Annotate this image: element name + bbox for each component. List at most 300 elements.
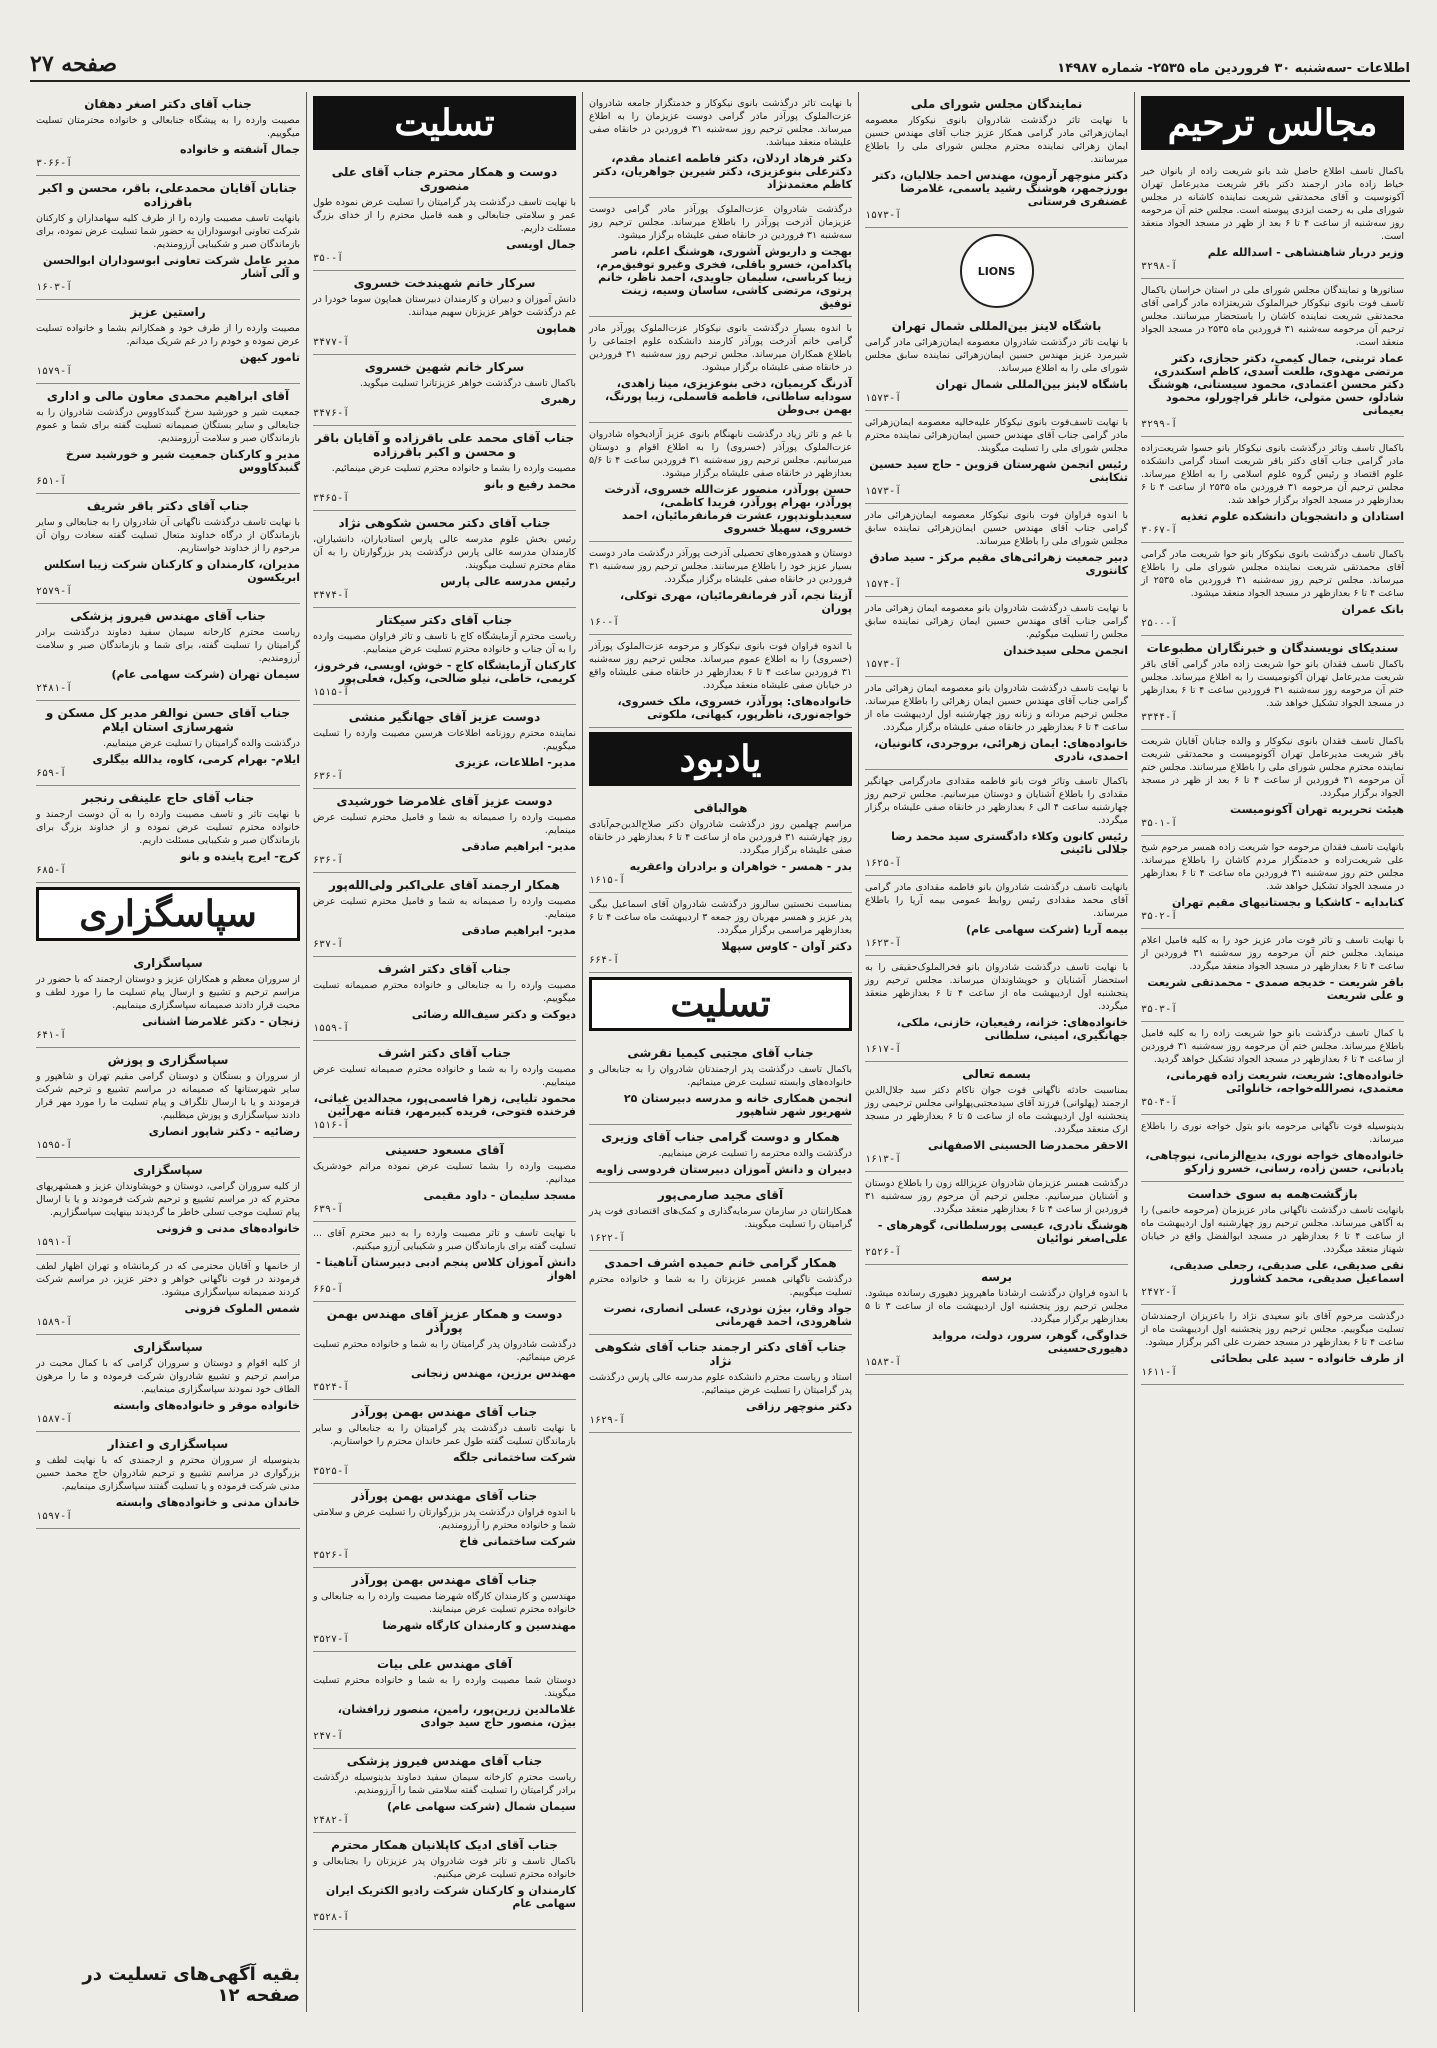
notice-signature: شرکت ساختمانی جلگه [453, 1451, 576, 1464]
notice-title: جناب آقای مهندس بهمن پورآذر [351, 1405, 538, 1419]
notice-signature: کارمندان و کارکنان شرکت رادیو الکتریک ایران سهامی عام [325, 1884, 576, 1910]
notice-signature: وزیر دربار شاهنشاهی - اسدالله علم [1207, 246, 1404, 259]
notice-block [589, 423, 852, 542]
notice-code: آ-۶۳۶ [313, 771, 344, 782]
notice-title: همکار و دوست گرامی جناب آقای وزیری [601, 1130, 840, 1144]
notice-code: آ-۲۴۸۱ [36, 683, 73, 694]
notices-list [865, 92, 1128, 1375]
notice-body: سناتورها و نمایندگان مجلس شورای ملی در استان خراسان باکمال تاسف فوت بانوی نیکوکار خیرالملوک شریعتزاده مادر گرامی آقای محمدتقی شریعت نماینده کاشان را باستحضار میرسانند. مجلس ترحیم آن مرحومه سه‌شنبه ۳۱ فروردین ماه ۲۵۳۵ در مسجد الجواد منعقد است. [1141, 285, 1404, 348]
notice-signature: جمال اویسی [506, 238, 576, 251]
notices-list [589, 92, 852, 1433]
notice-code: آ-۱۶۲۵ [865, 858, 902, 869]
notice-block [865, 876, 1128, 956]
notice-signature: آذرنگ کریمیان، دخی بنوعزیزی، مینا زاهدی، سودابه ساطانی، فاطمه قاسملی، زیبا پورنگ، بهمن بی‌وطن [604, 377, 852, 416]
notice-title: جناب آقای دکتر سیکتار [376, 613, 513, 627]
notice-code: آ-۶۳۹ [313, 1204, 344, 1215]
notice-body: با اندوه بسیار درگذشت بانوی نیکوکار عزت‌الملوک پورآذر مادر گرامی خانم آذرخت پورآذر کارمند دانشکده علوم اجتماعی را باطلاع همکاران میرساند. مجلس ترحیم روز سه‌شنبه ۳۱ فروردین در خانقاه صفی علیشاه برگزار میشود. [589, 323, 852, 373]
notice-code: آ-۳۵۲۵ [313, 1466, 350, 1477]
notice-title: جناب آقای مهندس بهمن پورآذر [351, 1489, 538, 1503]
notice-block [865, 314, 1128, 411]
notice-title: جنابان آقایان محمدعلی، باقر، محسن و اکبر باقرزاده [39, 181, 297, 209]
notice-body: مصیبت وارده را بشما و خانواده محترم تسلیت عرض مینمائیم. [331, 463, 576, 474]
notice-block [865, 597, 1128, 677]
notice-body: با اندوه فراوان فوت بانوی نیکوکار معصومه ایمان‌زهرائی مادر گرامی جناب آقای مهندس حسین ایمان‌زهرائی نماینده سابق مجلس شورای ملی را باطلاع میرساند. [865, 510, 1128, 547]
notice-signature: دبیر جمعیت زهرائی‌های مقیم مرکز - سید صادق کانتوری [869, 551, 1128, 577]
notice-title: جناب آقای دکتر محسن شکوهی نژاد [338, 516, 551, 530]
notice-body: دوستان و همدوره‌های تحصیلی آذرخت پورآذر درگذشت مادر دوست بسیار عزیز خود را باطلاع میرسانند. مجلس ترحیم روز سه‌شنبه ۳۱ فروردین در خانقاه صفی علیشاه برگزار میگردد. [589, 548, 852, 585]
notices-list [1141, 160, 1404, 1385]
notice-title: جناب آقای حسن نوالفر مدیر کل مسکن و شهرسازی استان ایلام [45, 706, 291, 734]
notice-title: راستین عزیز [130, 305, 206, 319]
notice-block [36, 92, 300, 176]
notice-code: آ-۲۵۲۶ [865, 1247, 902, 1258]
notice-body: دانش آموزان و دبیران و کارمندان دبیرستان هماپون سوما خودرا در غم درگذشت خواهر عزیزتان سهیم میدانند. [313, 294, 576, 318]
notice-signature: خانواده‌های: شریعت، شریعت زاده قهرمانی، معتمدی، نصرالله‌خواجه، خانلوائی [1166, 1069, 1404, 1095]
notice-body: درگذشت والده گرامیتان را تسلیت عرض مینماییم. [102, 738, 300, 749]
notice-body: از خانمها و آقایان محترمی که در کرمانشاه و تهران اظهار لطف فرمودند در فوت ناگهانی خواهر و دختر عزیز، در مراسم شرکت کردند صمیمانه سپاسگزاری میشود. [36, 1261, 300, 1298]
notice-body: مصیبت وارده را به پیشگاه جنابعالی و خانواده محترمتان تسلیت میگوییم. [36, 115, 300, 139]
notice-signature: غلامالدین زرین‌پور، رامین، منصور زرافشان، بیژن، منصور حاج سید جوادی [337, 1703, 576, 1729]
notice-block [313, 355, 576, 426]
notice-body: از کلیه اقوام و دوستان و سروران گرامی که با کمال محبت در مراسم ترحیم و تشییع شادروان شرکت فرموده و ما را مرهون الطاف خود نمودند سپاسگزاری مینماییم. [36, 1358, 300, 1395]
notice-body: مراسم چهلمین روز درگذشت شادروان دکتر صلاح‌الدین‌جم‌آبادی روز چهارشنبه ۳۱ فروردین ماه از ساعت ۴ تا ۶ بعدازظهر در خانقاه صفی علیشاه برگزار میگردد. [589, 819, 853, 856]
notice-title: جناب آقای مهندس فیروز پزشکی [70, 609, 266, 623]
notice-code: آ-۱۶۱۱ [1141, 1367, 1178, 1378]
notice-block [313, 957, 576, 1041]
notice-block [865, 504, 1128, 597]
notice-block [1141, 543, 1404, 636]
notice-body: بانهایت تاسف درگذشت شادروان بانو فاطمه مقدادی مادر گرامی آقای محمد مقدادی رئیس روابط عمومی بیمه آریا را باطلاع میرساند. [865, 882, 1128, 919]
notice-body: درگذشت شادروان پدر گرامیتان را به شما و خانواده محترم تسلیت عرض مینمائیم. [313, 1339, 576, 1363]
notice-body: درگذشت مرحوم آقای بانو سعیدی نژاد را باعزیزان ارجمندشان تسلیت میگوییم. مجلس ترحیم روز پنجشنبه اول اردیبهشت ماه از ساعت ۴ تا ۶ بعدازظهر در مسجد حضرت علی اکبر برگزار میشود. [1141, 1311, 1404, 1348]
notice-block [589, 1125, 852, 1183]
notice-body: جمعیت شیر و خورشید سرخ گنبدکاووس درگذشت شادروان را به جنابعالی و سایر بستگان صمیمانه تسلیت گفته برای شما و عموم بازماندگان صبر و سلامت آرزومندیم. [36, 407, 300, 444]
notice-code: آ-۱۵۷۳ [865, 659, 902, 670]
notice-signature: مدیر- ابراهیم صادقی [461, 840, 576, 853]
notice-code: آ-۱۵۷۹ [36, 366, 73, 377]
notice-title: سپاسگزاری و پوزش [107, 1053, 229, 1067]
notice-signature: دکتر فرهاد اردلان، دکتر فاطمه اعتماد مقدم، دکترعلی بنوعزیزی، دکتر شیرین جواهریان، دکتر کاظم معتمدنژاد [593, 152, 852, 191]
notice-body: باکمال تاسف و تاثر فوت شادروان پدر عزیزتان را بجنابعالی و خانواده محترم تسلیت عرض میکنیم. [313, 1856, 576, 1880]
notice-body: باکمال تاسف درگذشت خواهر عزیزتانرا تسلیت میگوید. [359, 378, 576, 389]
notice-body: باکمال تاسف وتاثر فوت بانو فاطمه مقدادی مادرگرامی جهانگیر مقدادی را باطلاع آشنایان و دوستان میرسانیم. مجلس ترحیم روز چهارشنبه ساعت ۴ الی ۶ بعدازظهر در خانقاه صفی علیشاه برگزار میگردد. [865, 776, 1128, 826]
notice-body: باکمال تاسف اطلاع حاصل شد بانو شریعت زاده از بانوان خیر خیاط زاده مادر ارجمند دکتر باقر شریعت مدیرعامل تهران آکونوسیت و آقای محمدتقی شریعت نماینده کاشانه در مجلس شورای ملی به رحمت ایزدی پیوسته است. مجلس ختم آن مرحومه روز سه‌شنبه از ساعت ۴ تا ۶ بعد از ظهر در مسجد الجواد منعقد است. [1141, 166, 1404, 242]
notice-block [313, 1568, 576, 1652]
notice-title: سپاسگزاری و اعتذار [107, 1437, 229, 1451]
notice-signature: خانواده‌های: ایمان زهرائی، بروجردی، کانونیان، احمدی، نادری [874, 737, 1128, 763]
notice-signature: انجمن همکاری خانه و مدرسه دبیرستان ۲۵ شهریور شهر شاهپور [623, 1092, 852, 1118]
notice-block [313, 1749, 576, 1833]
notice-body: باکمال تاسف وتاثر درگذشت بانوی نیکوکار بانو حسوا شریعت‌زاده مادر گرامی جناب آقای دکتر باقر شریعت استاد گرامی دانشکده علوم اقتصاد و رئیس گروه علوم اسلامی را به اطلاع میرساند. مجلس ترحیم آن مرحومه ۳۱ فروردین ماه ۲۵۳۵ از ساعت ۴ تا ۶ بعدازظهر در مسجد الجواد برگزار خواهد شد. [1141, 443, 1405, 506]
notice-body: بمناسبت حادثه ناگهانی فوت جوان ناکام دکتر سید جلال‌الدین ارجمند (پهلوانی) فرزند آقای سیدمجتبی‌پهلوانی مجلس ترحیمی روز پنجشنبه اول اردیبهشت ماه از ساعت ۵ تا ۶ بعدازظهر در مسجد ارک منعقد میگردد. [865, 1085, 1129, 1135]
masthead [30, 44, 1410, 82]
notice-block [589, 542, 852, 635]
notice-code: آ-۱۶۱۳ [865, 1154, 902, 1165]
notice-title: همکار ارجمند آقای علی‌اکبر ولی‌الله‌پور [328, 878, 561, 892]
notice-block [313, 271, 576, 355]
notice-signature: رئیس انجمن شهرستان قزوین - حاج سید حسین تنکابنی [869, 458, 1128, 484]
notice-code: آ-۶۶۵ [313, 1284, 344, 1295]
notice-block [36, 951, 300, 1048]
notice-block [589, 1335, 852, 1433]
notice-title: سپاسگزاری [133, 956, 203, 970]
notice-title: سرکار خانم شهین خسروی [364, 360, 525, 374]
notice-block [313, 1222, 576, 1302]
notice-code: آ-۳۵۰۴ [1141, 1097, 1178, 1108]
notice-signature: خانواده‌های مدنی و فزونی [156, 1222, 300, 1235]
notice-signature: خانواده موقر و خانواده‌های وابسته [113, 1399, 300, 1412]
notice-body: بدینوسیله از سروران محترم و ارجمندی که با نهایت لطف و بزرگواری در مراسم تشییع و ترحیم شادروان حاج محمد حسین مدنی شرکت فرموده و یا تسلیت گفتند سپاسگزاری مینماییم. [36, 1455, 300, 1492]
notice-block [36, 1048, 300, 1158]
notice-signature: دکتر آوان - کاوس سپهلا [721, 940, 852, 953]
notice-signature: دبیران و دانش آموزان دبیرستان فردوسی زاویه [595, 1163, 852, 1176]
notice-block [1141, 1115, 1404, 1182]
notice-code: آ-۱۵۸۷ [36, 1414, 73, 1425]
notice-body: دوستان شما مصیبت وارده را به شما و خانواده محترم تسلیت میگویند. [313, 1675, 576, 1699]
notice-block [589, 92, 852, 198]
notice-body: مصیبت وارده را صمیمانه به شما و فامیل محترم تسلیت عرض مینمایم. [313, 896, 576, 920]
notice-block [1141, 160, 1404, 279]
notice-body: با نهایت تاسف و تاثر مصیبت وارده را به دبیر محترم آقای ... تسلیت گفته برای بازماندگان صبر و شکیبایی آرزو میکنیم. [313, 1228, 576, 1252]
notice-block [865, 956, 1128, 1062]
notice-block [36, 701, 300, 786]
notice-signature: زنجان - دکتر غلامرضا اشنانی [142, 1015, 300, 1028]
notice-signature: هیئت تحریریه تهران آکونومیست [1229, 803, 1404, 816]
notice-block [36, 1335, 300, 1432]
notices-list [313, 160, 576, 1930]
notice-signature: جواد وقار، بیژن نوذری، عسلی انصاری، نصرت شاهرودی، احمد قهرمانی [603, 1302, 852, 1328]
notice-code: آ-۶۳۷ [313, 939, 344, 950]
notice-code: آ-۳۰۶۷ [1141, 525, 1178, 536]
notice-block [865, 1265, 1128, 1375]
notice-code: آ-۲۴۷ [313, 1731, 344, 1742]
notice-block [313, 1138, 576, 1222]
notice-title: دوست عزیز آقای غلامرضا خورشیدی [336, 794, 553, 808]
notice-title: جناب آقای دکتر باقر شریف [86, 499, 250, 513]
notice-code: آ-۱۵۷۴ [865, 579, 902, 590]
notice-title: جناب آقای دکتر ارجمند جناب آقای شکوهی نژاد [594, 1340, 847, 1368]
notice-body: مصیبت وارده را صمیمانه به شما و فامیل محترم تسلیت عرض مینمایم. [313, 812, 576, 836]
notice-title: آقای مسعود حسینی [385, 1143, 504, 1157]
notice-signature: جمال آشفته و خانواده [180, 143, 300, 156]
notice-block [313, 608, 576, 705]
notice-signature: خاندان مدنی و خانواده‌های وابسته [115, 1496, 300, 1509]
notice-body: با نهایت تاسف درگذشت ناگهانی آن شادروان را به جنابعالی و سایر بازماندگان از درگاه خداوند متعال تسلیت گفته سعادت روان آن مرحوم را از خداوند خواستاریم. [36, 517, 300, 554]
notice-body: با نهایت تاثر و تاسف مصیبت وارده را به آن دوست ارجمند و خانواده محترم تسلیت عرض نموده و از خداوند بزرگ برای بازماندگان صبر و شکیبایی مسئلت داریم. [36, 809, 300, 846]
notice-code: آ-۱۵۹۷ [36, 1511, 73, 1522]
continued-note: بقیه آگهی‌های تسلیت در صفحه ۱۲ [82, 1964, 300, 2006]
notice-block [36, 1255, 300, 1335]
notice-code: آ-۱۵۵۹ [313, 1023, 350, 1034]
notice-block [313, 705, 576, 789]
notice-title: جناب آقای محمد علی باقرزاده و آقایان باقر و محسن و اکبر باقرزاده [314, 431, 575, 459]
notice-signature: محمود تلیایی، زهرا قاسمی‌پور، مجدالدین غیاثی، فرخنده فتوحی، فریده کبیرمهر، فتانه مهرآئین [313, 1092, 576, 1118]
notice-signature: از طرف خانواده - سید علی بطحائی [1210, 1352, 1404, 1365]
column-4 [858, 92, 1134, 2012]
notice-body: با اندوه فراوان فوت بانوی نیکوکار و مرحومه عزت‌الملوک پورآذر (خسروی) را به اطلاع عموم میرساند. مجلس ترحیم روز سه‌شنبه ۳۱ فروردین ساعت ۴ تا ۶ بعدازظهر در خانقاه صفی علیشاه واقع در خیابان صفی علیشاه منعقد میگردد. [589, 641, 852, 691]
notice-block [865, 1172, 1128, 1265]
notice-title: جناب آقای مهندس فیروز پزشکی [346, 1754, 543, 1768]
notice-signature: الاحقر محمدرضا الحسینی الاصفهانی [928, 1139, 1128, 1152]
notice-code: آ-۱۵۱۵ [313, 687, 350, 698]
notice-code: آ-۳۲۹۹ [1141, 419, 1178, 430]
notice-code: آ-۳۵۰۲ [1141, 911, 1178, 922]
issue-line: اطلاعات -سه‌شنبه ۳۰ فروردین ماه ۲۵۳۵- شماره ۱۴۹۸۷ [1057, 61, 1410, 76]
notice-signature: سیمان تهران (شرکت سهامی عام) [111, 668, 300, 681]
notice-title: بسمه تعالی [962, 1067, 1031, 1081]
notice-block [313, 1484, 576, 1568]
notice-block [313, 789, 576, 873]
notice-block [313, 1400, 576, 1484]
notice-block [313, 1833, 576, 1930]
notice-block [36, 300, 300, 384]
notice-signature: باقر شریعت - خدیجه صمدی - محمدتقی شریعت و علی شریعت [1147, 976, 1404, 1002]
notice-signature: مهندسین و کارمندان کارگاه شهرضا [382, 1619, 576, 1632]
notice-title: دوست عزیز آقای جهانگیر منشی [348, 710, 541, 724]
notice-code: آ-۱۵۹۵ [36, 1140, 73, 1151]
notice-code: آ-۳۵۰۱ [1141, 818, 1178, 829]
notice-signature: رضائیه - دکتر شاپور انصاری [148, 1125, 300, 1138]
notice-body: با نهایت تاسف درگذشت پدر گرامیتان را به جنابعالی و سایر بازماندگان تسلیت گفته طول عمر خاندان محترم را خواستاریم. [313, 1423, 576, 1447]
notice-block [865, 411, 1128, 504]
notice-signature: دیوکت و دکتر سیف‌الله رضائی [411, 1008, 576, 1021]
notice-title: آقای ابراهیم محمدی معاون مالی و اداری [46, 389, 290, 403]
notice-title: جناب آقای حاج علینقی رنجبر [81, 791, 255, 805]
notice-signature: استادان و دانشجویان دانشکده علوم تغذیه [1180, 510, 1404, 523]
notice-title: دوست و همکار عزیز آقای مهندس بهمن پورآذر [326, 1307, 563, 1335]
notice-code: آ-۱۶۱۵ [589, 875, 626, 886]
notice-code: آ-۳۴۶۵ [313, 493, 350, 504]
notice-signature: رئیس مدرسه عالی پارس [440, 575, 576, 588]
notice-signature: حسن پورآذر، منصور عزت‌الله خسروی، آذرخت پورآذر، بهرام پورآذر، فریدا کاظمی، سعیدبلوندپور، عشرت فرمانفرمائیان، احمد خسروی، سهیلا خسروی [604, 483, 852, 535]
notice-code: آ-۳۵۲۶ [313, 1550, 350, 1561]
notice-body: با نهایت تاسف درگذشت شادروان بانو معصومه ایمان زهرائی مادر گرامی جناب آقای مهندس حسین ایمان زهرائی نماینده سابق مجلس را تسلیت میگوئیم. [865, 603, 1128, 640]
notice-signature: کتابدایه - کاشکیا و بجستانیهای مقیم تهران [1171, 896, 1404, 909]
notice-code: آ-۶۶۴ [589, 955, 620, 966]
notice-block [36, 384, 300, 494]
notice-code: آ-۳۵۲۷ [313, 1634, 350, 1645]
notice-body: بانهایت تاسف درگذشت ناگهانی مادر عزیزمان (مرحومه خانمی) را به آگاهی میرساند. مجلس ترحیم روز چهارشنبه اول اردیبهشت ماه از ساعت ۴ تا ۶ بعدازظهر در مسجد ابوالفضل واقع در خیابان شهناز منعقد میگردد. [1141, 1205, 1404, 1255]
notice-block [36, 1432, 300, 1529]
notice-block [1141, 1305, 1404, 1385]
notice-signature: مدیر- اطلاعات، عزیزی [454, 756, 576, 769]
notice-body: با نهایت تاثر درگذشت بانوی نیکوکار و خدمتگزار جامعه شادروان عزت‌الملوک پورآذر مادر گرامی دوست عزیزمان را به اطلاع میرساند. مجلس ترحیم روز سه‌شنبه ۳۱ فروردین در خانقاه صفی علیشاه منعقد میباشد. [589, 98, 852, 148]
notice-code: آ-۳۴۷۷ [313, 337, 350, 348]
notice-body: درگذشت شادروان عزت‌الملوک پورآذر مادر گرامی دوست عزیزمان آذرخت پورآذر را باطلاع میرساند. مجلس ترحیم روز سه‌شنبه ۳۱ فروردین در خانقاه صفی علیشاه برگزار میشود. [589, 204, 852, 241]
notice-code: آ-۶۵۱ [36, 476, 67, 487]
notice-body: باکمال تاسف درگذشت پدر ارجمندتان شادروان را به جنابعالی و خانواده‌های وابسته تسلیت عرض مینمائیم. [589, 1064, 852, 1088]
notice-body: باکمال تاسف درگذشت بانوی نیکوکار بانو حوا شریعت مادر گرامی آقای محمدتقی شریعت نماینده مجلس شورای ملی را باطلاع میرساند. مجلس ترحیم روز سه‌شنبه ۳۱ فروردین ماه ۲۵۳۵ از ساعت ۴ تا ۶ بعدازظهر در مسجد الجواد منعقد میشود. [1141, 549, 1404, 599]
notice-body: با غم و تاثر زیاد درگذشت نابهنگام بانوی عزیز آزادیخواه شادروان عزت‌الملوک پورآذر (خسروی) را به اطلاع اقوام و دوستان میرسانیم. مجلس ترحیم روز سه‌شنبه ۳۱ فروردین ساعت ۴ تا ۵/۶ بعدازظهر در خانقاه صفی علیشاه برگزار میشود. [589, 429, 853, 479]
notice-signature: مدیران، کارمندان و کارکنان شرکت زیبا اسکلس ابریکسون [43, 558, 300, 584]
section-banner-tasliat-2: تسلیت [589, 977, 852, 1031]
page-number: صفحه ۲۷ [30, 51, 118, 77]
notice-body: باکمال تاسف فقدان بانو حوا شریعت زاده مادر گرامی آقای باقر شریعت مدیرعامل تهران آکونومیست را به اطلاع میرساند. مجلس ختم آن مرحومه روز سه‌شنبه ۳۱ فروردین ساعت ۴ تا ۶ بعدازظهر در مسجد الجواد تشکیل خواهد شد. [1141, 659, 1404, 709]
notice-body: رئیس بخش علوم مدرسه عالی پارس استادیاران، دانشیاران، کارمندان مدرسه عالی پارس درگذشت پدر بزرگوارتان را به آن مقام محترم تسلیت میگویند. [313, 534, 576, 571]
notice-title: همکار گرامی خانم حمیده اشرف احمدی [604, 1256, 837, 1270]
notice-signature: مدیر- ابراهیم صادقی [461, 924, 576, 937]
notice-body: ریاست محترم آزمایشگاه کاج با تاسف و تاثر فراوان مصیبت وارده را به آن جناب و خانواده محترم تسلیت عرض مینماییم. [313, 631, 576, 655]
notice-title: جناب آقای دکتر اشرف [378, 962, 511, 976]
notice-signature: انجمن محلی سیدخندان [1003, 644, 1128, 657]
notice-body: با نهایت تاسف درگذشت شادروان بانو معصومه ایمان زهرائی مادر گرامی جناب آقای مهندس حسین ایمان زهرائی را باطلاع میرساند. مجلس ترحیم مردانه و زنانه روز چهارشنبه اول اردیبهشت ماه از ساعت ۴ تا ۶ بعدازظهر در خانقاه صفی علیشاه برگزار میگردد. [865, 683, 1128, 733]
notice-body: بدینوسیله فوت ناگهانی مرحومه بانو بتول خواجه نوری را باطلاع میرساند. [1141, 1121, 1404, 1145]
notice-title: آقای مهندس علی بیات [377, 1657, 512, 1671]
notice-block [36, 604, 300, 701]
notice-body: باکمال تاسف فقدان بانوی نیکوکار و والده جنابان آقایان شریعت باقر شریعت مدیرعامل تهران آکونومیست و محمدتقی شریعت نماینده محترم مجلس شورای ملی را باطلاع میرسانند. مجلس ختم آن مرحومه ۳۱ فروردین از ساعت ۴ تا ۶ بعد از ظهر در مسجد الجواد برگزار میگردد. [1141, 736, 1405, 799]
notice-code: آ-۱۵۷۳ [865, 210, 902, 221]
notice-block [313, 1041, 576, 1138]
notice-block [589, 1183, 852, 1251]
notice-signature: نقی صدیقی، علی صدیقی، رجعلی صدیقی، اسماعیل صدیقی، محمد کشاورز [1169, 1259, 1404, 1285]
notice-body: با نهایت تاسف و تاثر فوت مادر عزیز خود را به کلیه فامیل اعلام مینماید. مجلس ختم آن مرحومه روز سه‌شنبه ۳۱ فروردین از ساعت ۴ تا ۶ بعدازظهر در مسجد الجواد منعقد میگردد. [1141, 935, 1404, 972]
lions-club-emblem: LIONS [960, 234, 1034, 308]
notices-list [36, 92, 300, 1529]
notice-block [1141, 929, 1404, 1022]
notice-signature: شمس الملوک فزونی [184, 1302, 300, 1315]
notice-code: آ-۶۸۵ [36, 865, 67, 876]
notice-block [589, 1041, 852, 1125]
notice-body: از سروران و بستگان و دوستان گرامی مقیم تهران و شاهپور و سایر شهرستانها که صمیمانه در مراسم تشییع و ترحیم شرکت فرمودند و یا با ارسال تلگراف و پیام تسلیت ما را مورد مهر قرار دادند سپاسگزاری و پوزش میطلبیم. [36, 1071, 300, 1121]
notice-block [865, 677, 1128, 770]
notice-signature: مدیر و کارکنان جمعیت شیر و خورشید سرخ گنبدکاووس [65, 448, 300, 474]
notice-signature: خانواده‌های: خزانه، رفیعیان، خازنی، ملکی، جهانگیری، امینی، سلطانی [896, 1016, 1128, 1042]
notice-body: مصیبت وارده را به جنابعالی و خانواده محترم صمیمانه تسلیت میگوییم. [313, 980, 576, 1004]
notice-code: آ-۱۵۸۳ [865, 1357, 902, 1368]
notice-block [313, 426, 576, 511]
notice-title: باشگاه لاینز بین‌المللی شمال تهران [891, 319, 1102, 333]
notice-body: بانهایت تاسف مصیبت وارده را از طرف کلیه سهامداران و کارکنان شرکت تعاونی ابوسوداران به حضور شما تسلیت عرض نموده، برای بازماندگان صبر و شکیبایی آرزومندیم. [36, 213, 300, 250]
notice-code: آ-۳۵۲۸ [313, 1912, 350, 1923]
notice-block [865, 770, 1128, 876]
notice-block [589, 796, 852, 893]
notice-body: همکارانتان در سازمان سرمایه‌گذاری و کمک‌های اقتصادی فوت پدر گرامیتان را تسلیت میگویند. [589, 1206, 852, 1230]
notice-signature: خانواده‌های: پورآذر، خسروی، ملک خسروی، خواجه‌نوری، ناظرپور، کیهانی، ملکوتی [617, 695, 852, 721]
notice-code: آ-۳۵۰۳ [1141, 1004, 1178, 1015]
notice-signature: عماد تربتی، جمال کیمی، دکتر حجازی، دکتر مرتضی مهدوی، طلعت آسدی، کاظم اسکندری، دکتر محسن اعتمادی، محمود سیستانی، هوشنگ شادلو، حسن متولی، خانلر قراچورلو، محمود بعیمانی [1148, 352, 1404, 417]
column-1 [30, 92, 306, 2012]
notice-block [1141, 1182, 1404, 1305]
notice-title: آقای مجید صارمی‌پور [657, 1188, 784, 1202]
notice-body: با نهایت تاسف درگذشت پدر گرامیتان را تسلیت عرض نموده طول عمر و سلامتی جنابعالی و همه فامیل محترم را از خدای بزرگ مسئلت داریم. [313, 197, 576, 234]
column-3 [582, 92, 858, 2012]
notice-code: آ-۲۵۷۹ [36, 586, 73, 597]
notice-code: آ-۱۶۰ [589, 617, 620, 628]
notice-body: ریاست محترم کارخانه سیمان سفید دماوند درگذشت برادر گرامیتان را تسلیت گفته، برای شما و بازماندگان صبر و سلامت آرزومندیم. [36, 627, 300, 664]
notice-body: از سروران معظم و همکاران عزیز و دوستان ارجمند که با حضور در مراسم ترحیم و تشییع و ارسال پیام تسلیت ما را مورد لطف و محبت قرار دادند صمیمانه سپاسگزاری مینماییم. [36, 974, 300, 1011]
column-5 [1134, 92, 1410, 2012]
notice-code: آ-۱۵۱۶ [313, 1120, 350, 1131]
notice-code: آ-۱۶۱۷ [865, 1044, 902, 1055]
notice-body: مهندسین و کارمندان کارگاه شهرضا مصیبت وارده را به جنابعالی و خانواده محترم تسلیت عرض مینمایند. [313, 1591, 576, 1615]
notice-signature: خانواده‌های خواجه نوری، بدیع‌الزمانی، نیوچاهی، یادبانی، حسن زاده، رسانی، خسرو زارکو [1145, 1149, 1404, 1175]
notice-body: ریاست محترم کارخانه سیمان سفید دماوند بدینوسیله درگذشت برادر گرامیتان را تسلیت گفته سلامتی شما را آرزومندیم. [313, 1772, 576, 1796]
notice-body: بمناسبت نخستین سالروز درگذشت شادروان آقای اسماعیل بیگی پدر عزیز و همسر مهربان روز جمعه ۳ اردیبهشت ماه ساعت ۴ تا ۶ بعدازظهر مراسمی برگزار میگردد. [589, 899, 852, 936]
notice-signature: مسجد سلیمان - داود مقیمی [423, 1189, 576, 1202]
notice-code: آ-۶۵۹ [36, 768, 67, 779]
notice-code: آ-۳۴۷۶ [313, 408, 350, 419]
notice-title: جناب آقای مهندس بهمن پورآذر [351, 1573, 538, 1587]
notice-block [313, 873, 576, 957]
notice-block [1141, 636, 1404, 730]
notice-body: درگذشت والده محترمه را تسلیت عرض مینماییم. [658, 1148, 852, 1159]
notice-signature: کرج- ایرج پاینده و بانو [180, 850, 300, 863]
notice-signature: رهبری [540, 393, 576, 406]
notice-signature: دانش آموزان کلاس پنجم ادبی دبیرستان آناهیتا - اهواز [316, 1256, 576, 1282]
notice-code: آ-۱۶۲۹ [589, 1415, 626, 1426]
notice-code: آ-۳۵۰ [313, 253, 344, 264]
notice-code: آ-۳۳۴۴ [1141, 712, 1178, 723]
notice-block [313, 160, 576, 271]
notice-signature: رئیس کانون وکلاء دادگستری سید محمد رضا جلالی نائینی [891, 830, 1128, 856]
notice-body: درگذشت ناگهانی همسر عزیزتان را به شما و خانواده محترم تسلیت میگوییم. [589, 1274, 852, 1298]
notice-code: آ-۳۲۹۸ [1141, 261, 1178, 272]
notice-title: جناب آقای دکتر اشرف [378, 1046, 511, 1060]
notice-block [1141, 1022, 1404, 1115]
notice-code: آ-۱۵۷۳ [865, 486, 902, 497]
notice-block [36, 494, 300, 604]
notice-block [589, 1251, 852, 1335]
section-banner-majales-tarhim: مجالس ترحیم [1141, 96, 1404, 150]
notice-body: با نهایت تاثر درگذشت شادروان معصومه ایمان‌زهرائی مادر گرامی شیرمرد عزیز مهندس حسین ایمان‌زهرائی نماینده سابق مجلس شورای ملی را به اطلاع میرساند. [865, 337, 1128, 374]
notice-block [589, 893, 852, 973]
notice-signature: مدیر عامل شرکت تعاونی ابوسوداران ابوالحسن و آلی آشار [43, 254, 300, 280]
notice-title: نمایندگان مجلس شورای ملی [910, 97, 1083, 111]
notice-block [1141, 836, 1404, 929]
notice-title: جناب آقای مجتبی کیمیا نقرشی [627, 1046, 814, 1060]
notice-code: آ-۱۵۹۱ [36, 1237, 73, 1248]
notice-block [313, 511, 576, 608]
column-2 [306, 92, 582, 2012]
section-banner-sepasgozari: سپاسگزاری [36, 887, 300, 941]
notice-code: آ-۱۶۲۳ [865, 938, 902, 949]
notice-signature: باشگاه لاینز بین‌المللی شمال تهران [935, 378, 1128, 391]
notice-body: استاد و ریاست محترم دانشکده علوم مدرسه عالی پارس درگذشت پدر گرامیتان را تسلیت عرض مینمائیم. [589, 1372, 852, 1396]
notice-body: درگذشت همسر عزیزمان شادروان عزیزالله زون را باطلاع دوستان و آشنایان میرسانیم. مجلس ترحیم آن مرحوم روز سه‌شنبه ۳۱ فروردین از ساعت ۴ تا ۶ بعدازظهر منعقد میگردد. [865, 1178, 1128, 1215]
notice-code: آ-۶۴۱ [36, 1030, 67, 1041]
notice-signature: شرکت ساختمانی فاخ [459, 1535, 576, 1548]
notice-block [36, 1158, 300, 1255]
notice-block [1141, 279, 1404, 437]
notice-signature: بهجت و داریوش آشوری، هوشنگ اعلم، ناصر پاکدامن، خسرو باقلی، فخری وغیرو توفیق‌مرم، زیبا کرباسی، سلیمان جاویدی، احمد ناظر، خانم پرتوی، مرتضی کاشی، ساسان وسیه، زینت توفیق [596, 245, 852, 310]
notice-body: با کمال تاسف درگذشت بانو حوا شریعت زاده را به کلیه فامیل باطلاع میرساند. مجلس ختم آن مرحومه روز سه‌شنبه ۳۱ فروردین از ساعت ۴ تا ۶ بعدازظهر در مسجد الجواد تشکیل خواهد گردید. [1141, 1028, 1404, 1065]
notice-code: آ-۲۴۷۲ [1141, 1287, 1178, 1298]
notice-title: سپاسگزاری [133, 1340, 203, 1354]
notice-body: از کلیه سروران گرامی، دوستان و خویشاوندان عزیز و همشهریهای محترم که در مراسم تشییع و ترحیم شرکت فرمودند و یا با ارسال پیام تسلیت موجب تسلی خاطر ما گردیدند بینهایت سپاسگزاریم. [36, 1181, 300, 1218]
notice-code: آ-۱۵۷۳ [865, 393, 902, 404]
notice-signature: بیمه آریا (شرکت سهامی عام) [966, 923, 1128, 936]
notice-body: مصیبت وارده را از طرف خود و همکارانم بشما و خانواده تسلیت عرض نموده و خودم را در غم شریک میدانم. [36, 323, 300, 347]
notice-block [1141, 730, 1404, 836]
notice-signature: تامور کیهن [239, 351, 300, 364]
notice-code: آ-۲۵۰۰ [1141, 618, 1178, 629]
notice-signature: آزیتا نجم، آذر فرمانفرمائیان، مهری توکلی، پوران [620, 589, 852, 615]
notice-code: آ-۳۵۲۴ [313, 1382, 350, 1393]
notice-signature: مهندس برزین، مهندس زنجانی [411, 1367, 576, 1380]
notice-title: جناب آقای ادیک کاپلانیان همکار محترم [331, 1838, 558, 1852]
notice-signature: ایلام- بهرام کرمی، کاوه، یدالله بیگلری [92, 753, 300, 766]
notice-title: بازگشت‌همه به سوی خداست [1187, 1187, 1358, 1201]
notice-block [36, 786, 300, 883]
notice-body: با اندوه فراوان درگذشت ارشادنا ماهپرویز دهیوری رسانده میشود. مجلس ترحیم روز پنجشنبه اول اردیبهشت ماه از ساعت ۳ تا ۵ بعدازظهر برگزار میگردد. [865, 1288, 1128, 1325]
notice-body: بانهایت تاسف فقدان مرحومه حوا شریعت زاده همسر مرحوم شیخ علی شریعت‌زاده و خدمتگزار مردم کاشان را باطلاع میرساند. مجلس ختم روز سه‌شنبه ۳۱ فروردین ماه ساعت ۴ تا ۶ بعدازظهر در مسجد الجواد تشکیل خواهد شد. [1141, 842, 1404, 892]
notice-body: نماینده محترم روزنامه اطلاعات هرسین مصیبت وارده را تسلیت میگوییم. [313, 728, 576, 752]
notice-title: سرکار خانم شهیندخت خسروی [353, 276, 536, 290]
notice-signature: هماپون [536, 322, 576, 335]
notice-block [589, 317, 852, 423]
notice-block [589, 198, 852, 317]
notice-body: با نهایت تاسف درگذشت شادروان بانو فخرالملوک‌حقیقی را به استحضار آشنایان و خویشاوندان میرساند. مجلس ترحیم روز پنجشنبه اول اردیبهشت ماه از ساعت ۴ تا ۶ بعدازظهر منعقد میگردد. [865, 962, 1128, 1012]
